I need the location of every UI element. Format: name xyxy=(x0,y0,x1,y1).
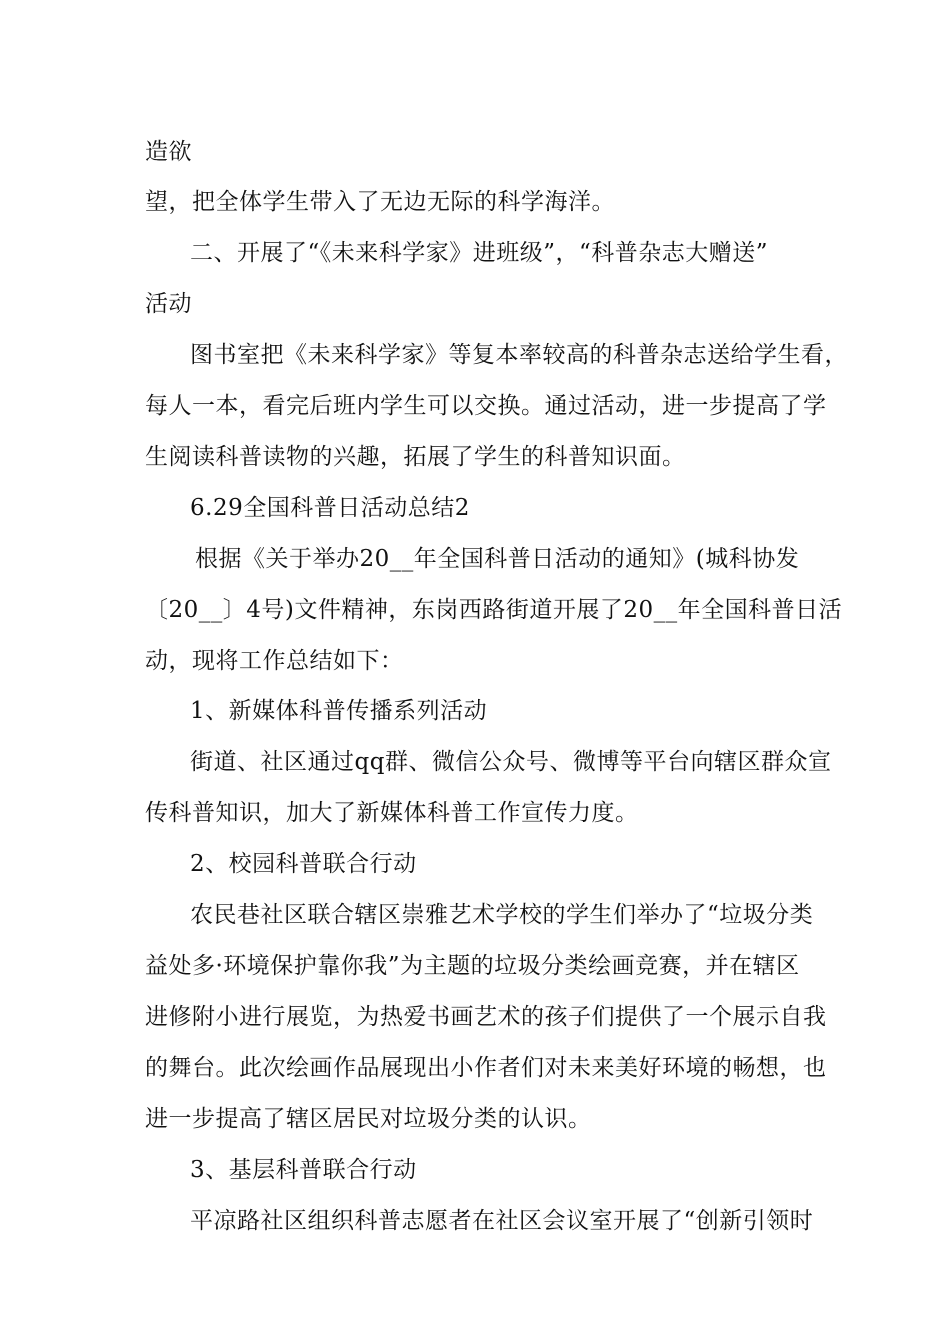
text-line: 望，把全体学生带入了无边无际的科学海洋。 xyxy=(145,189,615,215)
paragraph-line: 传科普知识，加大了新媒体科普工作宣传力度。 xyxy=(145,800,639,826)
paragraph-line: 益处多·环境保护靠你我”为主题的垃圾分类绘画竞赛，并在辖区 xyxy=(145,953,800,979)
paragraph-line: 每人一本，看完后班内学生可以交换。通过活动，进一步提高了学 xyxy=(145,393,827,419)
section-heading: 二、开展了“《未来科学家》进班级”，“科普杂志大赠送” xyxy=(190,240,769,266)
paragraph-line: 〔20__〕4号)文件精神，东岗西路街道开展了20__年全国科普日活 xyxy=(145,597,843,623)
paragraph-line: 街道、社区通过qq群、微信公众号、微博等平台向辖区群众宣 xyxy=(190,749,832,775)
paragraph-line: 的舞台。此次绘画作品展现出小作者们对未来美好环境的畅想，也 xyxy=(145,1055,827,1081)
paragraph-line: 图书室把《未来科学家》等复本率较高的科普杂志送给学生看， xyxy=(190,342,848,368)
paragraph-line: 根据《关于举办20__年全国科普日活动的通知》(城科协发 xyxy=(195,546,800,572)
section-heading: 2、校园科普联合行动 xyxy=(190,851,417,877)
paragraph-line: 进修附小进行展览，为热爱书画艺术的孩子们提供了一个展示自我 xyxy=(145,1004,827,1030)
paragraph-line: 生阅读科普读物的兴趣，拓展了学生的科普知识面。 xyxy=(145,444,686,470)
paragraph-line: 平凉路社区组织科普志愿者在社区会议室开展了“创新引领时 xyxy=(190,1208,814,1234)
section-heading: 3、基层科普联合行动 xyxy=(190,1157,417,1183)
section-heading-cont: 活动 xyxy=(145,291,192,317)
text-line: 造欲 xyxy=(145,139,192,165)
article-title: 6.29全国科普日活动总结2 xyxy=(190,495,470,521)
paragraph-line: 动，现将工作总结如下： xyxy=(145,648,404,674)
paragraph-line: 进一步提高了辖区居民对垃圾分类的认识。 xyxy=(145,1106,592,1132)
section-heading: 1、新媒体科普传播系列活动 xyxy=(190,698,488,724)
paragraph-line: 农民巷社区联合辖区崇雅艺术学校的学生们举办了“垃圾分类 xyxy=(190,902,814,928)
